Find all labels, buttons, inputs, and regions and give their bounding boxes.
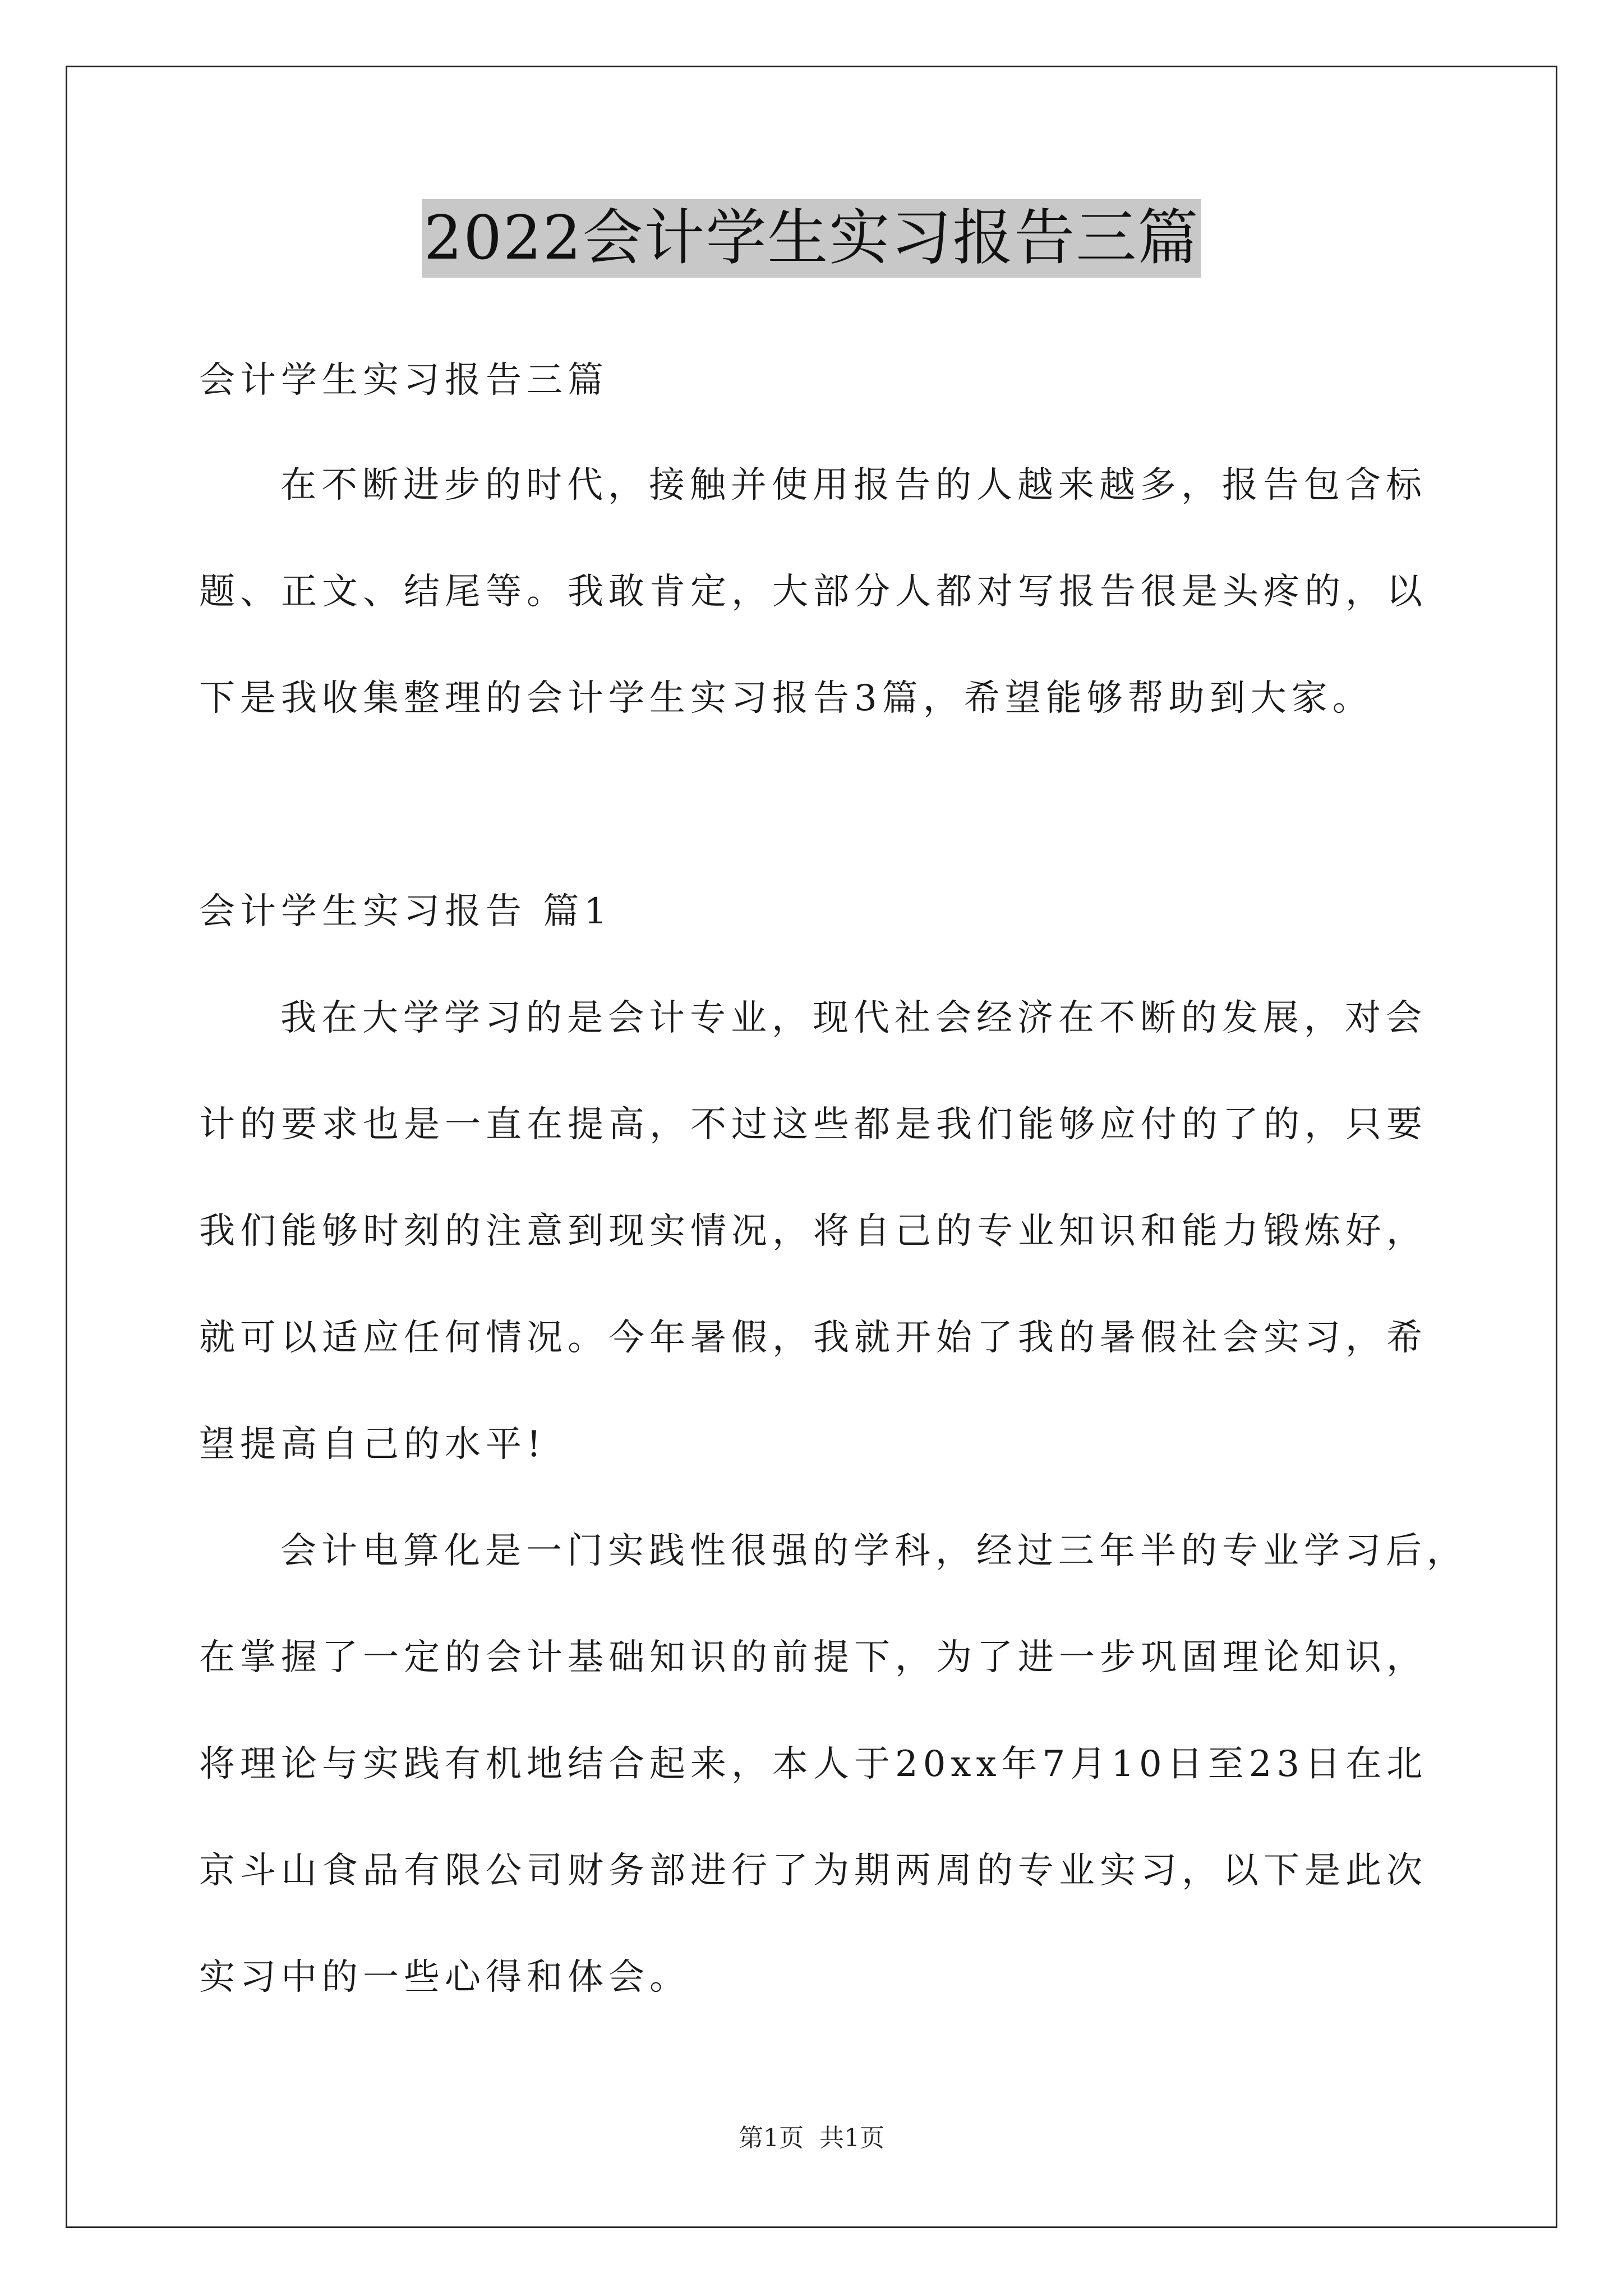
page-footer [0,2122,1623,2155]
section-heading: 会计学生实习报告 篇1 [199,891,612,932]
paragraph-line: 就可以适应任何情况。今年暑假，我就开始了我的暑假社会实习，希 [199,1317,1427,1359]
paragraph-line: 实习中的一些心得和体会。 [199,1957,690,1998]
intro-line: 下是我收集整理的会计学生实习报告3篇，希望能够帮助到大家。 [199,678,1373,719]
paragraph-line: 京斗山食品有限公司财务部进行了为期两周的专业实习，以下是此次 [199,1850,1427,1892]
paragraph-line: 望提高自己的水平! [199,1424,546,1465]
paragraph-line: 会计电算化是一门实践性很强的学科，经过三年半的专业学习后， [280,1530,1468,1572]
paragraph-line: 我们能够时刻的注意到现实情况，将自己的专业知识和能力锻炼好， [199,1211,1427,1252]
paragraph-line: 在掌握了一定的会计基础知识的前提下，为了进一步巩固理论知识， [199,1637,1427,1678]
page-number: 第1页 [739,2124,804,2152]
paragraph-line: 计的要求也是一直在提高，不过这些都是我们能够应付的了的，只要 [199,1104,1427,1145]
paragraph-line: 将理论与实践有机地结合起来，本人于20xx年7月10日至23日在北 [199,1743,1428,1785]
paragraph-line: 我在大学学习的是会计专业，现代社会经济在不断的发展，对会 [280,997,1427,1039]
document-subtitle: 会计学生实习报告三篇 [199,360,608,401]
page-total: 共1页 [819,2124,884,2152]
intro-line: 在不断进步的时代，接触并使用报告的人越来越多，报告包含标 [280,464,1427,506]
intro-line: 题、正文、结尾等。我敢肯定，大部分人都对写报告很是头疼的，以 [199,571,1427,613]
document-title: 2022会计学生实习报告三篇 [422,199,1202,278]
title-block [0,199,1623,278]
